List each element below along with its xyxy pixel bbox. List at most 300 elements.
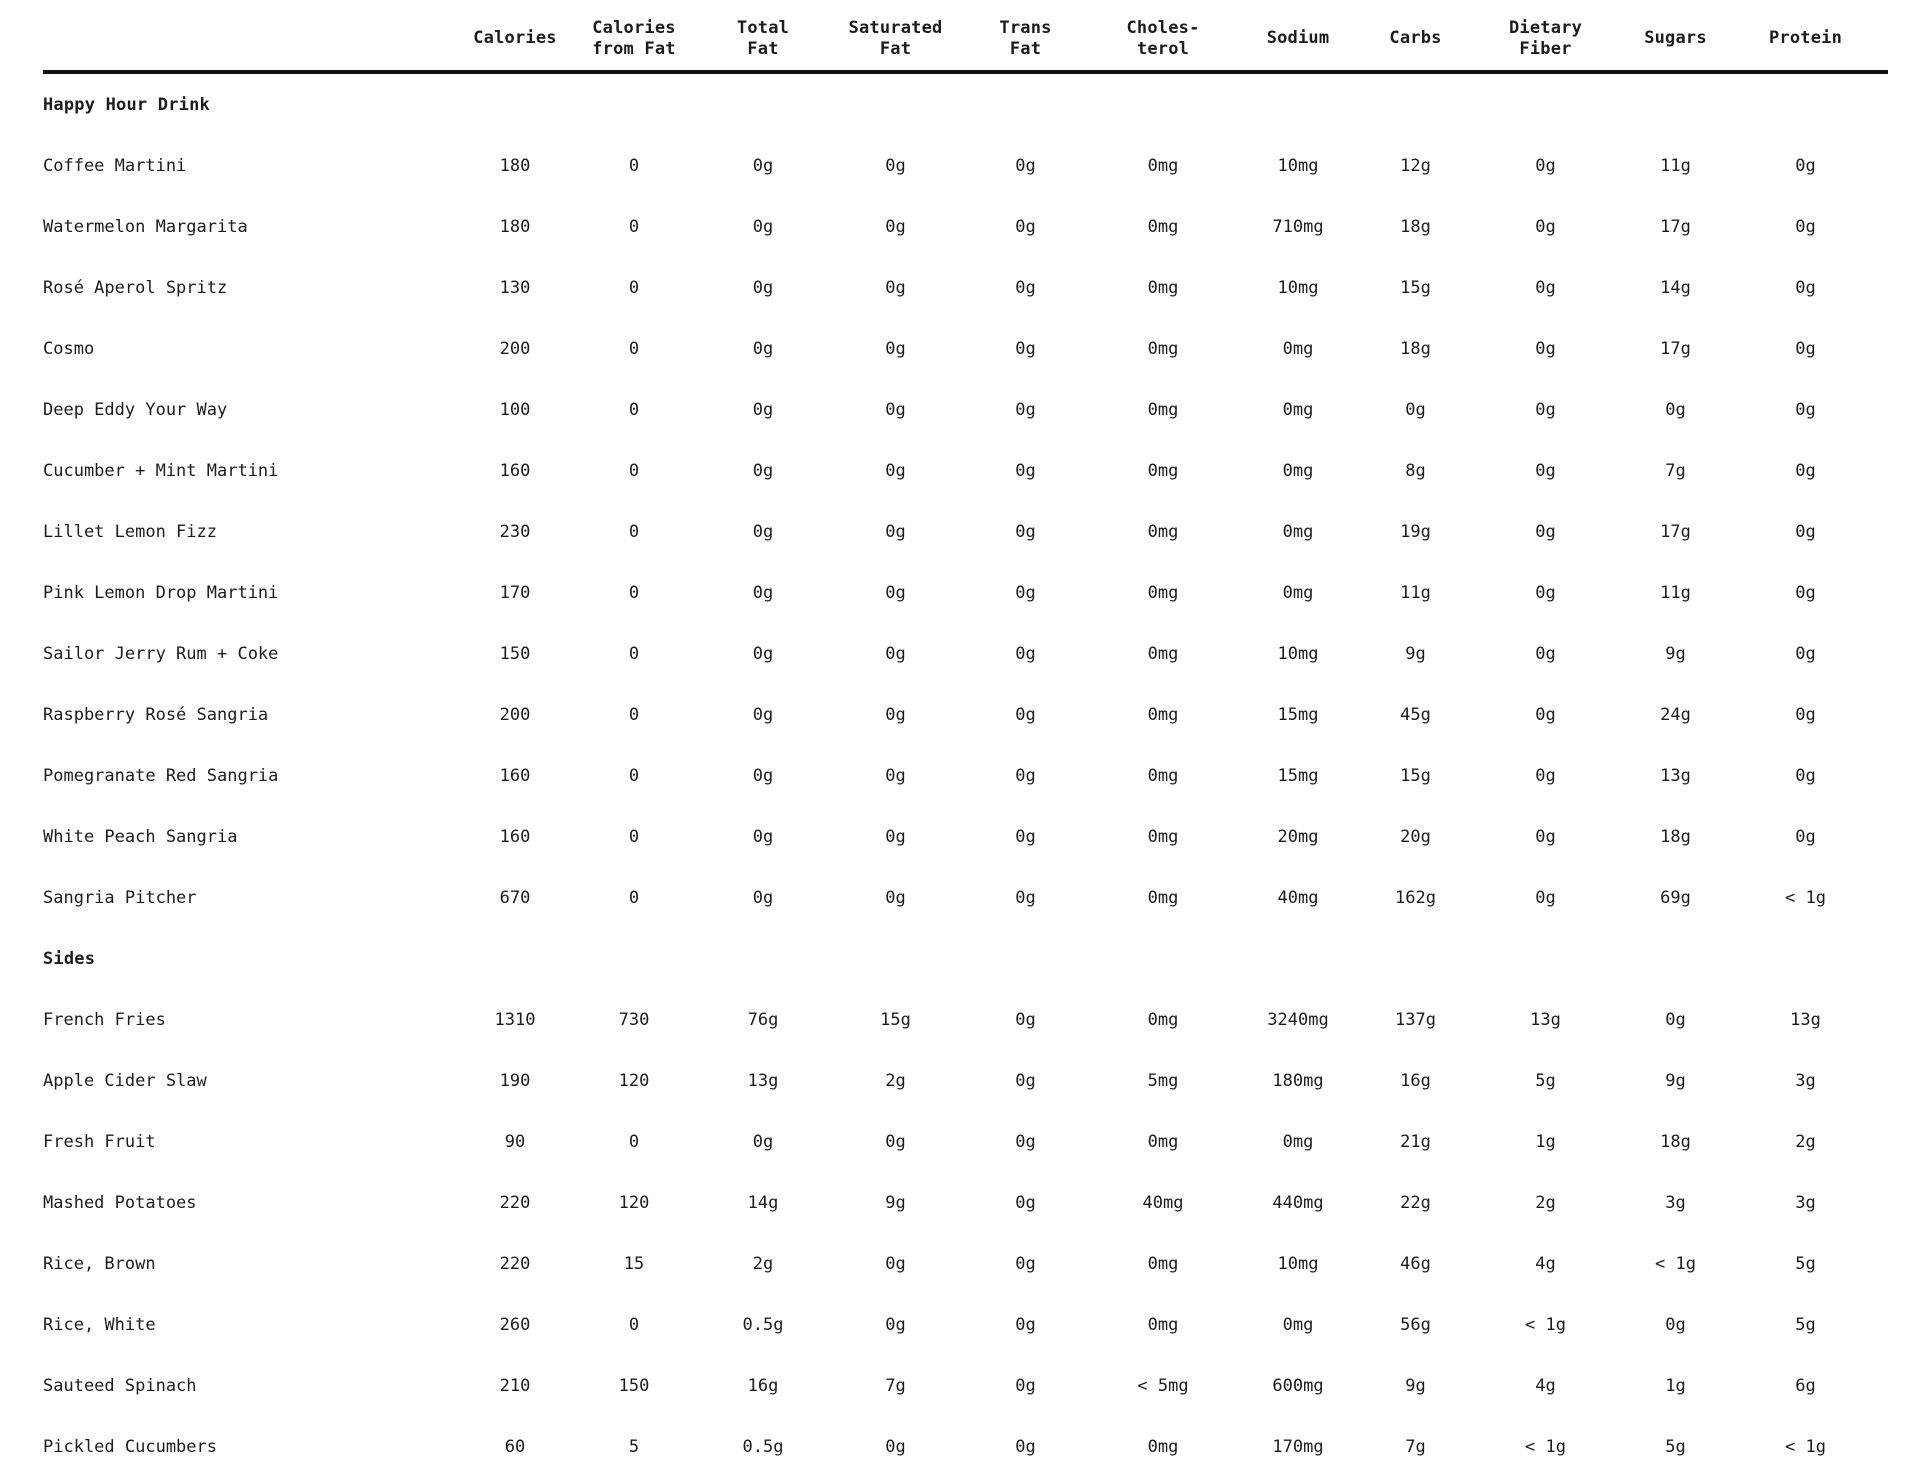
value-cell-sodium: 0mg [1282,582,1314,603]
value-cell-sodium: 0mg [1282,338,1314,359]
value-cell-sodium: 710mg [1272,216,1324,237]
value-cell-dietary-fiber: 0g [1535,338,1556,359]
value-cell-protein: 5g [1795,1253,1816,1274]
column-header-line: Total [736,17,790,38]
value-cell-sugars: 17g [1660,216,1691,237]
value-cell-calories-from-fat: 150 [618,1375,650,1396]
value-cell-protein: 0g [1795,155,1816,176]
value-cell-dietary-fiber: < 1g [1525,1436,1566,1457]
item-name: Pickled Cucumbers [43,1436,217,1457]
value-cell-protein: 2g [1795,1131,1816,1152]
column-header-line: Fat [879,39,912,59]
value-cell-sodium: 600mg [1272,1375,1324,1396]
value-cell-total-fat: 0g [752,338,774,359]
value-cell-carbs: 20g [1400,826,1431,847]
value-cell-trans-fat: 0g [1015,1375,1036,1396]
value-cell-calories-from-fat: 5 [628,1436,640,1457]
value-cell-dietary-fiber: 13g [1530,1009,1561,1030]
column-header-line: from Fat [592,39,676,59]
value-cell-carbs: 7g [1405,1436,1426,1457]
value-cell-dietary-fiber: 0g [1535,521,1556,542]
table-row [0,1172,1920,1233]
item-name: Raspberry Rosé Sangria [43,704,269,725]
value-cell-cholesterol: 0mg [1147,216,1179,237]
value-cell-cholesterol: 0mg [1147,887,1179,908]
value-cell-calories: 160 [499,765,531,786]
column-header-dietary-fiber [1468,18,1623,61]
value-cell-total-fat: 0g [752,216,774,237]
table-body [0,74,1920,1477]
value-cell-trans-fat: 0g [1015,765,1036,786]
value-cell-saturated-fat: 0g [885,887,906,908]
item-name: Sauteed Spinach [43,1375,197,1396]
value-cell-protein: 0g [1795,338,1816,359]
value-cell-trans-fat: 0g [1015,216,1036,237]
value-cell-calories-from-fat: 0 [628,826,640,847]
table-row [0,562,1920,623]
value-cell-cholesterol: 0mg [1147,643,1179,664]
value-cell-protein: 13g [1790,1009,1821,1030]
value-cell-calories-from-fat: 0 [628,765,640,786]
item-name: Lillet Lemon Fizz [43,521,217,542]
value-cell-calories-from-fat: 730 [618,1009,650,1030]
value-cell-total-fat: 0g [752,521,774,542]
value-cell-carbs: 18g [1400,216,1431,237]
value-cell-saturated-fat: 0g [885,643,906,664]
value-cell-cholesterol: 0mg [1147,1436,1179,1457]
value-cell-calories-from-fat: 0 [628,521,640,542]
value-cell-calories: 200 [499,704,531,725]
value-cell-carbs: 8g [1405,460,1426,481]
value-cell-calories: 180 [499,155,531,176]
value-cell-saturated-fat: 0g [885,399,906,420]
section-row [0,74,1920,135]
value-cell-calories-from-fat: 0 [628,338,640,359]
item-name: Rice, White [43,1314,156,1335]
value-cell-sugars: 9g [1665,1070,1686,1091]
table-row [0,318,1920,379]
value-cell-calories-from-fat: 120 [618,1192,650,1213]
column-header-calories [455,28,575,49]
value-cell-sugars: 9g [1665,643,1686,664]
value-cell-trans-fat: 0g [1015,826,1036,847]
value-cell-trans-fat: 0g [1015,887,1036,908]
value-cell-carbs: 46g [1400,1253,1431,1274]
item-name: Watermelon Margarita [43,216,248,237]
item-name: Coffee Martini [43,155,187,176]
value-cell-calories: 160 [499,826,531,847]
value-cell-protein: 0g [1795,399,1816,420]
value-cell-saturated-fat: 15g [880,1009,911,1030]
value-cell-carbs: 11g [1400,582,1431,603]
value-cell-calories-from-fat: 120 [618,1070,650,1091]
value-cell-trans-fat: 0g [1015,1436,1036,1457]
value-cell-sodium: 10mg [1277,277,1319,298]
table-row [0,257,1920,318]
column-header-line: Fiber [1519,39,1572,59]
value-cell-saturated-fat: 0g [885,338,906,359]
value-cell-dietary-fiber: 1g [1535,1131,1556,1152]
value-cell-saturated-fat: 0g [885,1131,906,1152]
value-cell-total-fat: 0.5g [742,1314,784,1335]
value-cell-saturated-fat: 0g [885,1253,906,1274]
value-cell-protein: 0g [1795,765,1816,786]
value-cell-saturated-fat: 0g [885,277,906,298]
value-cell-protein: 6g [1795,1375,1816,1396]
value-cell-calories: 90 [504,1131,526,1152]
table-row [0,135,1920,196]
value-cell-sugars: 17g [1660,521,1691,542]
value-cell-calories: 220 [499,1253,531,1274]
value-cell-cholesterol: 0mg [1147,1314,1179,1335]
table-row [0,501,1920,562]
value-cell-dietary-fiber: 4g [1535,1253,1556,1274]
value-cell-sugars: 14g [1660,277,1691,298]
table-row [0,1111,1920,1172]
value-cell-trans-fat: 0g [1015,1253,1036,1274]
value-cell-calories: 200 [499,338,531,359]
value-cell-sodium: 15mg [1277,765,1319,786]
value-cell-calories-from-fat: 0 [628,887,640,908]
value-cell-calories-from-fat: 0 [628,704,640,725]
value-cell-sugars: 1g [1665,1375,1686,1396]
value-cell-sodium: 10mg [1277,1253,1319,1274]
value-cell-sodium: 20mg [1277,826,1319,847]
value-cell-saturated-fat: 9g [885,1192,906,1213]
value-cell-dietary-fiber: 0g [1535,155,1556,176]
value-cell-carbs: 9g [1405,1375,1426,1396]
item-name: Rosé Aperol Spritz [43,277,228,298]
value-cell-calories-from-fat: 0 [628,216,640,237]
table-row [0,1416,1920,1477]
table-row [0,440,1920,501]
value-cell-trans-fat: 0g [1015,1009,1036,1030]
value-cell-cholesterol: 0mg [1147,582,1179,603]
value-cell-saturated-fat: 0g [885,765,906,786]
value-cell-saturated-fat: 0g [885,216,906,237]
value-cell-calories-from-fat: 0 [628,155,640,176]
value-cell-total-fat: 2g [752,1253,774,1274]
value-cell-sodium: 10mg [1277,155,1319,176]
value-cell-total-fat: 0g [752,704,774,725]
value-cell-saturated-fat: 0g [885,582,906,603]
value-cell-saturated-fat: 0g [885,460,906,481]
value-cell-trans-fat: 0g [1015,1314,1036,1335]
value-cell-sugars: 17g [1660,338,1691,359]
value-cell-protein: 0g [1795,704,1816,725]
value-cell-total-fat: 0g [752,399,774,420]
value-cell-protein: 0g [1795,277,1816,298]
column-header-line: Protein [1768,28,1843,49]
value-cell-protein: 0g [1795,216,1816,237]
value-cell-sugars: 11g [1660,155,1691,176]
value-cell-total-fat: 0g [752,582,774,603]
item-name: Deep Eddy Your Way [43,399,228,420]
item-name: Pomegranate Red Sangria [43,765,279,786]
value-cell-cholesterol: 5mg [1147,1070,1179,1091]
value-cell-trans-fat: 0g [1015,582,1036,603]
value-cell-trans-fat: 0g [1015,399,1036,420]
value-cell-protein: 0g [1795,643,1816,664]
value-cell-total-fat: 14g [747,1192,779,1213]
item-name: Cucumber + Mint Martini [43,460,279,481]
item-name: Pink Lemon Drop Martini [43,582,279,603]
column-header-saturated-fat [833,18,958,61]
value-cell-cholesterol: 0mg [1147,826,1179,847]
value-cell-protein: 3g [1795,1192,1816,1213]
value-cell-dietary-fiber: 0g [1535,765,1556,786]
value-cell-total-fat: 0g [752,826,774,847]
value-cell-protein: 3g [1795,1070,1816,1091]
value-cell-saturated-fat: 0g [885,1436,906,1457]
value-cell-saturated-fat: 7g [885,1375,906,1396]
value-cell-calories: 230 [499,521,531,542]
table-row [0,196,1920,257]
column-header-calories-from-fat [575,18,693,61]
value-cell-cholesterol: 0mg [1147,704,1179,725]
table-row [0,806,1920,867]
column-header-total-fat [693,18,833,61]
value-cell-dietary-fiber: 0g [1535,704,1556,725]
column-header-carbs [1363,28,1468,49]
value-cell-dietary-fiber: 4g [1535,1375,1556,1396]
value-cell-sugars: 0g [1665,399,1686,420]
value-cell-calories: 100 [499,399,531,420]
value-cell-carbs: 15g [1400,765,1431,786]
value-cell-calories: 170 [499,582,531,603]
value-cell-saturated-fat: 2g [885,1070,906,1091]
value-cell-protein: 0g [1795,582,1816,603]
column-header-line: Carbs [1389,28,1442,49]
value-cell-cholesterol: 0mg [1147,1009,1179,1030]
value-cell-carbs: 12g [1400,155,1431,176]
value-cell-sodium: 170mg [1272,1436,1324,1457]
value-cell-sugars: 5g [1665,1436,1686,1457]
column-header-line: Fat [1009,39,1042,59]
value-cell-total-fat: 0g [752,887,774,908]
value-cell-calories-from-fat: 0 [628,1131,640,1152]
table-row [0,745,1920,806]
value-cell-total-fat: 13g [747,1070,779,1091]
value-cell-calories: 260 [499,1314,531,1335]
value-cell-sodium: 15mg [1277,704,1319,725]
value-cell-sodium: 0mg [1282,1131,1314,1152]
value-cell-trans-fat: 0g [1015,643,1036,664]
value-cell-sugars: 3g [1665,1192,1686,1213]
table-row [0,379,1920,440]
value-cell-cholesterol: 0mg [1147,1253,1179,1274]
value-cell-dietary-fiber: 5g [1535,1070,1556,1091]
table-row [0,867,1920,928]
table-row [0,1050,1920,1111]
value-cell-trans-fat: 0g [1015,704,1036,725]
value-cell-total-fat: 16g [747,1375,779,1396]
value-cell-trans-fat: 0g [1015,521,1036,542]
value-cell-calories: 150 [499,643,531,664]
item-name: White Peach Sangria [43,826,238,847]
value-cell-total-fat: 0.5g [742,1436,784,1457]
value-cell-saturated-fat: 0g [885,521,906,542]
table-row [0,989,1920,1050]
value-cell-total-fat: 0g [752,765,774,786]
value-cell-dietary-fiber: 0g [1535,460,1556,481]
value-cell-sodium: 180mg [1272,1070,1324,1091]
value-cell-total-fat: 0g [752,277,774,298]
value-cell-calories: 180 [499,216,531,237]
item-name: French Fries [43,1009,166,1030]
column-header-trans-fat [958,18,1093,61]
value-cell-calories: 190 [499,1070,531,1091]
table-row [0,1355,1920,1416]
value-cell-sugars: 18g [1660,1131,1691,1152]
column-header-line: Dietary [1508,17,1583,38]
value-cell-protein: 5g [1795,1314,1816,1335]
value-cell-carbs: 9g [1405,643,1426,664]
column-header-line: Fat [747,39,779,59]
value-cell-sodium: 0mg [1282,521,1314,542]
column-header-line: Sodium [1266,28,1330,49]
column-header-line: Choles- [1126,17,1200,38]
value-cell-calories-from-fat: 0 [628,643,640,664]
value-cell-dietary-fiber: 0g [1535,643,1556,664]
item-name: Sailor Jerry Rum + Coke [43,643,279,664]
value-cell-cholesterol: 0mg [1147,765,1179,786]
value-cell-sugars: 0g [1665,1009,1686,1030]
value-cell-cholesterol: < 5mg [1137,1375,1189,1396]
value-cell-sodium: 0mg [1282,399,1314,420]
value-cell-sodium: 440mg [1272,1192,1324,1213]
value-cell-calories-from-fat: 0 [628,1314,640,1335]
value-cell-saturated-fat: 0g [885,704,906,725]
section-title: Happy Hour Drink [43,94,210,115]
value-cell-total-fat: 0g [752,643,774,664]
item-name: Mashed Potatoes [43,1192,197,1213]
column-header-line: Calories [473,28,557,49]
value-cell-cholesterol: 0mg [1147,277,1179,298]
value-cell-sodium: 3240mg [1267,1009,1329,1030]
value-cell-sugars: 11g [1660,582,1691,603]
value-cell-calories: 60 [504,1436,526,1457]
table-row [0,623,1920,684]
value-cell-cholesterol: 0mg [1147,460,1179,481]
item-name: Apple Cider Slaw [43,1070,207,1091]
section-row [0,928,1920,989]
value-cell-dietary-fiber: 0g [1535,582,1556,603]
value-cell-calories-from-fat: 15 [623,1253,645,1274]
value-cell-sugars: 24g [1660,704,1691,725]
value-cell-saturated-fat: 0g [885,1314,906,1335]
value-cell-sugars: 69g [1660,887,1691,908]
value-cell-dietary-fiber: 0g [1535,887,1556,908]
section-title: Sides [43,948,96,969]
value-cell-protein: < 1g [1785,887,1826,908]
value-cell-sodium: 40mg [1277,887,1319,908]
value-cell-calories-from-fat: 0 [628,582,640,603]
column-header-line: Calories [592,17,676,38]
value-cell-protein: < 1g [1785,1436,1826,1457]
value-cell-trans-fat: 0g [1015,277,1036,298]
value-cell-sugars: 7g [1665,460,1686,481]
value-cell-cholesterol: 40mg [1142,1192,1184,1213]
value-cell-protein: 0g [1795,826,1816,847]
item-name: Sangria Pitcher [43,887,197,908]
column-header-protein [1728,28,1883,49]
value-cell-dietary-fiber: 2g [1535,1192,1556,1213]
value-cell-trans-fat: 0g [1015,155,1036,176]
value-cell-carbs: 22g [1400,1192,1431,1213]
table-row [0,1294,1920,1355]
value-cell-trans-fat: 0g [1015,1131,1036,1152]
value-cell-carbs: 21g [1400,1131,1431,1152]
item-name: Cosmo [43,338,95,359]
value-cell-calories: 160 [499,460,531,481]
value-cell-cholesterol: 0mg [1147,1131,1179,1152]
value-cell-calories: 130 [499,277,531,298]
value-cell-total-fat: 76g [747,1009,779,1030]
item-name: Fresh Fruit [43,1131,156,1152]
value-cell-carbs: 0g [1405,399,1426,420]
value-cell-sugars: 18g [1660,826,1691,847]
value-cell-protein: 0g [1795,521,1816,542]
value-cell-saturated-fat: 0g [885,826,906,847]
value-cell-total-fat: 0g [752,1131,774,1152]
value-cell-saturated-fat: 0g [885,155,906,176]
value-cell-protein: 0g [1795,460,1816,481]
value-cell-sugars: 13g [1660,765,1691,786]
column-header-line: terol [1136,39,1190,59]
value-cell-dietary-fiber: 0g [1535,399,1556,420]
column-header-cholesterol [1093,18,1233,61]
item-name: Rice, Brown [43,1253,156,1274]
value-cell-dietary-fiber: 0g [1535,216,1556,237]
value-cell-total-fat: 0g [752,460,774,481]
value-cell-sodium: 0mg [1282,1314,1314,1335]
value-cell-sugars: 0g [1665,1314,1686,1335]
value-cell-carbs: 56g [1400,1314,1431,1335]
value-cell-calories-from-fat: 0 [628,399,640,420]
value-cell-calories: 670 [499,887,531,908]
column-header-sodium [1233,28,1363,49]
value-cell-carbs: 137g [1395,1009,1436,1030]
value-cell-calories: 1310 [494,1009,536,1030]
value-cell-calories: 210 [499,1375,531,1396]
value-cell-dietary-fiber: 0g [1535,826,1556,847]
value-cell-calories: 220 [499,1192,531,1213]
value-cell-trans-fat: 0g [1015,460,1036,481]
value-cell-calories-from-fat: 0 [628,460,640,481]
value-cell-carbs: 19g [1400,521,1431,542]
value-cell-cholesterol: 0mg [1147,155,1179,176]
value-cell-calories-from-fat: 0 [628,277,640,298]
value-cell-sodium: 10mg [1277,643,1319,664]
column-header-line: Trans [999,17,1052,38]
value-cell-trans-fat: 0g [1015,1070,1036,1091]
value-cell-sodium: 0mg [1282,460,1314,481]
value-cell-cholesterol: 0mg [1147,399,1179,420]
table-row [0,684,1920,745]
value-cell-sugars: < 1g [1655,1253,1696,1274]
column-header-line: Sugars [1644,28,1707,49]
value-cell-total-fat: 0g [752,155,774,176]
column-header-sugars [1623,28,1728,49]
value-cell-cholesterol: 0mg [1147,521,1179,542]
value-cell-trans-fat: 0g [1015,338,1036,359]
value-cell-carbs: 16g [1400,1070,1431,1091]
value-cell-cholesterol: 0mg [1147,338,1179,359]
table-row [0,1233,1920,1294]
value-cell-carbs: 162g [1395,887,1436,908]
value-cell-trans-fat: 0g [1015,1192,1036,1213]
